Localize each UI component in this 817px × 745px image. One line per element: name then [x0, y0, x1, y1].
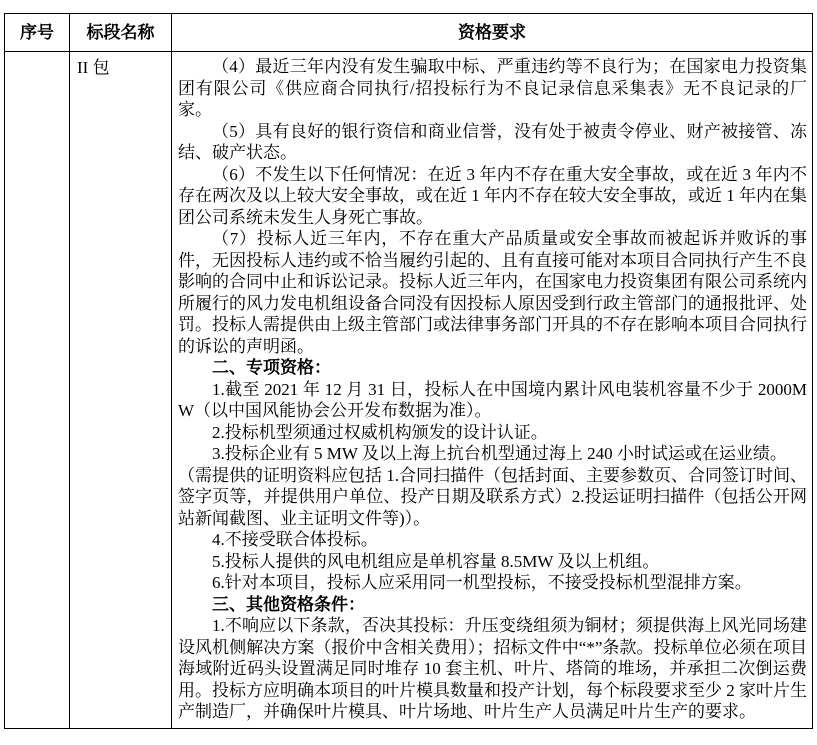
requirement-paragraph: 4.不接受联合体投标。 — [212, 530, 378, 549]
requirement-paragraph: 1.不响应以下条款，否决其投标：升压变绕组须为铜材；须提供海上风光同场建设风机侧解决方案（报价中含相关费用）；招标文件中“*”条款。投标单位必须在项目海域附近码头设置满足同时堆存 10 套主机、叶片、塔筒的堆场，并承担二次倒运费用。投标方应明确本项目的叶片模具数量和投产计划，每个标段要求至少 2 家叶片生产制造厂，并确保叶片模具、叶片场地、叶片生产人员满足叶片生产的要求。 — [178, 616, 807, 721]
requirement-paragraph: 3.投标企业有 5 MW 及以上海上抗台机型通过海上 240 小时试运或在运业绩。 — [212, 444, 787, 463]
requirements-list — [178, 56, 807, 723]
requirement-paragraph: 6.针对本项目，投标人应采用同一机型投标，不接受投标机型混排方案。 — [212, 573, 752, 592]
requirement-paragraph: 2.投标机型须通过权威机构颁发的设计认证。 — [212, 422, 548, 442]
requirement-paragraph: （7）投标人近三年内，不存在重大产品质量或安全事故而被起诉并败诉的事件，无因投标人违约或不恰当履约引起的、且有直接可能对本项目合同执行产生不良影响的合同中止和诉讼记录。投标人近三年内，在国家电力投资集团有限公司系统内所履行的风力发电机组设备合同没有因投标人原因受到行政主管部门的通报批评、处罚。投标人需提供由上级主管部门或法律事务部门开具的不存在影响本项目合同执行的诉讼的声明函。 — [178, 229, 807, 356]
serial-cell — [5, 52, 70, 729]
requirements-cell — [172, 52, 813, 729]
requirement-paragraph: 5.投标人提供的风电机组应是单机容量 8.5MW 及以上机组。 — [212, 551, 660, 571]
column-header-qualification: 资格要求 — [172, 14, 813, 52]
requirement-paragraph: 三、其他资格条件： — [212, 594, 365, 614]
table-header-row — [5, 14, 813, 52]
column-header-section-name: 标段名称 — [70, 14, 172, 52]
requirement-paragraph: （6）不发生以下任何情况：在近 3 年内不存在重大安全事故，或在近 3 年内不存在两次及以上较大安全事故，或在近 1 年内不存在较大安全事故，或近 1 年内在集团公司系统未发生人身死亡事故。 — [178, 164, 807, 227]
table-row — [5, 52, 813, 729]
column-header-serial: 序号 — [5, 14, 70, 52]
section-name-cell: II 包 — [70, 52, 172, 729]
requirement-paragraph: 二、专项资格： — [212, 358, 331, 377]
requirement-paragraph: （4）最近三年内没有发生骗取中标、严重违约等不良行为；在国家电力投资集团有限公司《供应商合同执行/招投标行为不良记录信息采集表》无不良记录的厂家。 — [178, 57, 807, 119]
qualification-table — [4, 13, 813, 729]
requirement-paragraph: 1.截至 2021 年 12 月 31 日，投标人在中国境内累计风电装机容量不少于 2000MW（以中国风能协会公开发布数据为准）。 — [178, 379, 807, 420]
requirement-paragraph: （5）具有良好的银行资信和商业信誉，没有处于被责令停业、财产被接管、冻结、破产状态。 — [178, 121, 807, 162]
requirement-paragraph: （需提供的证明资料应包括 1.合同扫描件（包括封面、主要参数页、合同签订时间、签字页等，并提供用户单位、投产日期及联系方式）2.投运证明扫描件（包括公开网站新闻截图、业主证明文件等)）。 — [178, 465, 807, 528]
